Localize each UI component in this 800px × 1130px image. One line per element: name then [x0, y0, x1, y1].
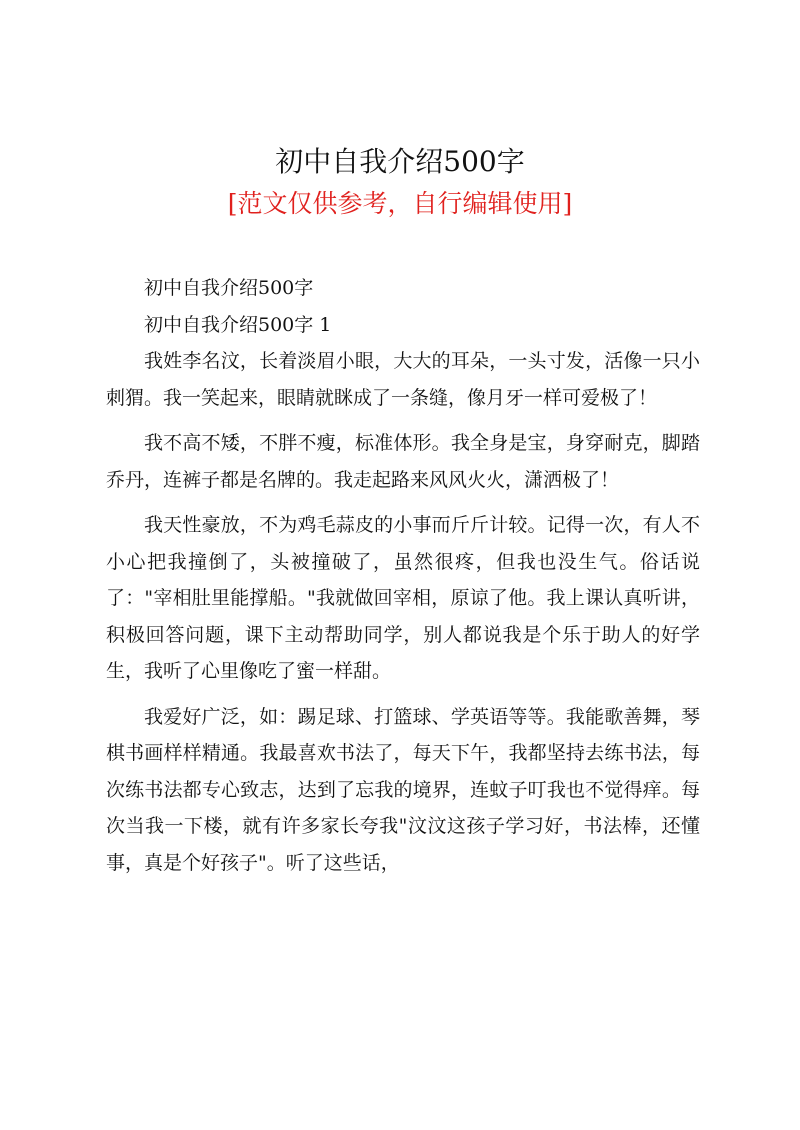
paragraph: 我不高不矮，不胖不瘦，标准体形。我全身是宝，身穿耐克，脚踏乔丹，连裤子都是名牌的。我走起路来风风火火，潇洒极了！ [106, 432, 700, 491]
paragraph: 我姓李名汶，长着淡眉小眼，大大的耳朵，一头寸发，活像一只小刺猬。我一笑起来，眼睛就眯成了一条缝，像月牙一样可爱极了！ [106, 350, 700, 409]
paragraph-heading: 初中自我介绍500字 [144, 277, 314, 299]
document-body [106, 270, 700, 881]
document-subtitle: [范文仅供参考，自行编辑使用] [227, 189, 573, 218]
document-title: 初中自我介绍500字 [275, 145, 525, 178]
paragraph: 我天性豪放，不为鸡毛蒜皮的小事而斤斤计较。记得一次，有人不小心把我撞倒了，头被撞破了，虽然很疼，但我也没生气。俗话说了："宰相肚里能撑船。"我就做回宰相，原谅了他。我上课认真听讲，积极回答问题，课下主动帮助同学，别人都说我是个乐于助人的好学生，我听了心里像吃了蜜一样甜。 [106, 514, 700, 682]
paragraph-heading-numbered: 初中自我介绍500字 1 [144, 313, 332, 336]
paragraph: 我爱好广泛，如：踢足球、打篮球、学英语等等。我能歌善舞，琴棋书画样样精通。我最喜欢书法了，每天下午，我都坚持去练书法，每次练书法都专心致志，达到了忘我的境界，连蚊子叮我也不觉得痒。每次当我一下楼，就有许多家长夸我"汶汶这孩子学习好，书法棒，还懂事，真是个好孩子"。听了这些话， [106, 705, 700, 874]
